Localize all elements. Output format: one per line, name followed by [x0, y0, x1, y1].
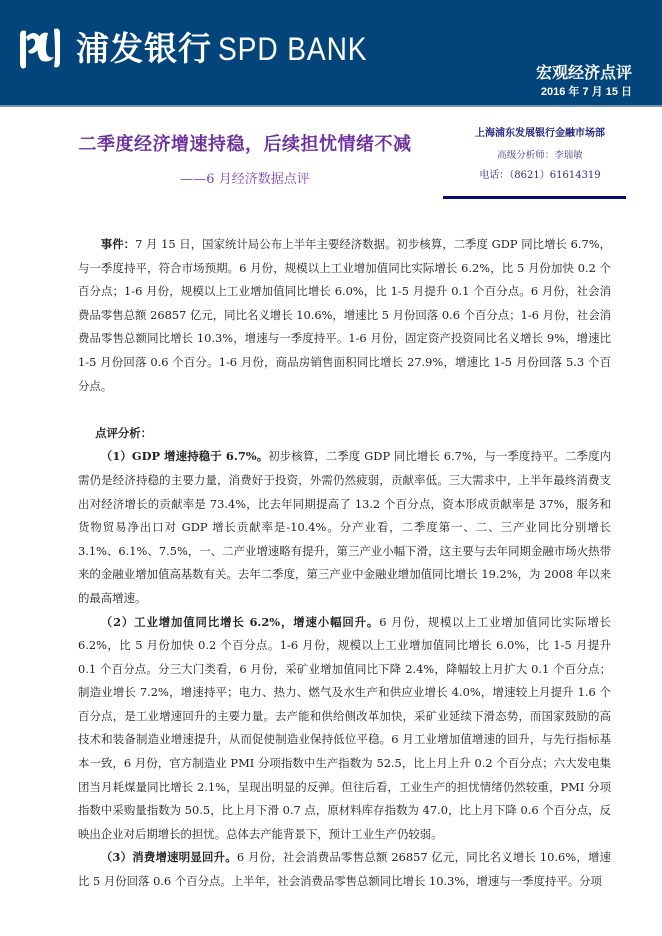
analysis-heading: 点评分析：: [95, 425, 153, 440]
report-body: [78, 233, 611, 894]
report-subtitle: ——6 月经济数据点评: [180, 172, 310, 187]
section-text-1: 初步核算，二季度 GDP 同比增长 6.7%，与一季度持平。二季度内需仍是经济持稳的主要力量，消费好于投资，外需仍然疲弱，贡献率低。三大需求中，上半年最终消费支出对经济增长的贡献率是 73.4%，比去年同期提高了 13.2 个百分点，资本形成贡献率是 37%，服务和货物贸易净出口对 GDP 增长贡献率是-10.4%。分产业看，二季度第一、二、三产业同比分别增长 3.1%、6.1%、7.5%，一、二产业增速略有提升，第三产业小幅下滑，这主要与去年同期金融市场火热带来的金融业增加值高基数有关。去年二季度，第三产业中金融业增加值同比增长 19.2%，为 2008 年以来的最高增速。: [78, 449, 611, 605]
section-paragraph-2: [78, 611, 611, 847]
section-heading-1: （1）GDP 增速持稳于 6.7%。: [100, 449, 269, 464]
event-label: 事件：: [100, 237, 136, 251]
analyst: 高级分析师：李瑞敏: [497, 150, 583, 161]
section-heading-3: （3）消费增速明显回升。: [100, 850, 237, 865]
author-divider: [443, 196, 626, 199]
spd-logo-icon: [16, 27, 66, 73]
section-text-3: 6 月份，社会消费品零售总额 26857 亿元，同比名义增长 10.6%，增速比 5 月份回落 0.6 个百分点。上半年，社会消费品零售总额同比增长 10.3%，增速与一季度持平。分项: [78, 850, 611, 889]
report-title: 二季度经济增速持稳，后续担忧情绪不减: [78, 134, 412, 155]
event-paragraph: [78, 233, 611, 398]
bank-name-en: SPD BANK: [218, 31, 368, 67]
bank-name: [76, 26, 388, 72]
section-heading-2: （2）工业增加值同比增长 6.2%，增速小幅回升。: [100, 614, 380, 629]
event-text: 7 月 15 日，国家统计局公布上半年主要经济数据。初步核算，二季度 GDP 同比增长 6.7%，与一季度持平，符合市场预期。6 月份，规模以上工业增加值同比实际增长 6.2%，比 5 月份加快 0.2 个百分点；1-6 月份，规模以上工业增加值同比增长 6.0%，比 1-5 月提升 0.1 个百分点。6 月份，社会消费品零售总额 26857 亿元，同比名义增长 10.6%，增速比 5 月份回落 0.6 个百分点；1-6 月份，社会消费品零售总额同比增长 10.3%，增速与一季度持平。1-6 月份，固定资产投资同比名义增长 9%，增速比 1-5 月份回落 0.6 个百分。1-6 月份，商品房销售面积同比增长 27.9%，增速比 1-5 月份回落 5.3 个百分点。: [78, 237, 611, 393]
report-header: [0, 0, 662, 107]
document-date: 2016 年 7 月 15 日: [540, 86, 632, 98]
section-paragraph-3: [78, 846, 611, 893]
phone: 电话：（8621）61614319: [479, 170, 601, 181]
department: 上海浦东发展银行金融市场部: [475, 128, 605, 139]
document-type: 宏观经济点评: [535, 63, 632, 82]
bank-name-cn: 浦发银行: [76, 29, 212, 68]
section-paragraph-1: [78, 445, 611, 610]
section-text-2: 6 月份，规模以上工业增加值同比实际增长 6.2%，比 5 月份加快 0.2 个百分点。1-6 月份，规模以上工业增加值同比增长 6.0%，比 1-5 月提升 0.1 个百分点。分三大门类看，6 月份，采矿业增加值同比下降 2.4%，降幅较上月扩大 0.1 个百分点；制造业增长 7.2%，增速持平；电力、热力、燃气及水生产和供应业增长 4.0%，增速较上月提升 1.6 个百分点，是工业增速回升的主要力量。去产能和供给侧改革加快，采矿业延续下滑态势，而国家鼓励的高技术和装备制造业增速提升，从而促使制造业保持低位平稳。6 月工业增加值增速的回升，与先行指标基本一致，6 月份，官方制造业 PMI 分项指数中生产指数为 52.5，比上月上升 0.2 个百分点；六大发电集团当月耗煤量同比增长 2.1%，呈现出明显的反弹。但往后看，工业生产的担忧情绪仍然较重，PMI 分项指数中采购量指数为 50.5，比上月下滑 0.7 点，原材料库存指数为 47.0，比上月下降 0.6 个百分点，反映出企业对后期增长的担忧。总体去产能背景下，预计工业生产仍较弱。: [78, 614, 611, 841]
